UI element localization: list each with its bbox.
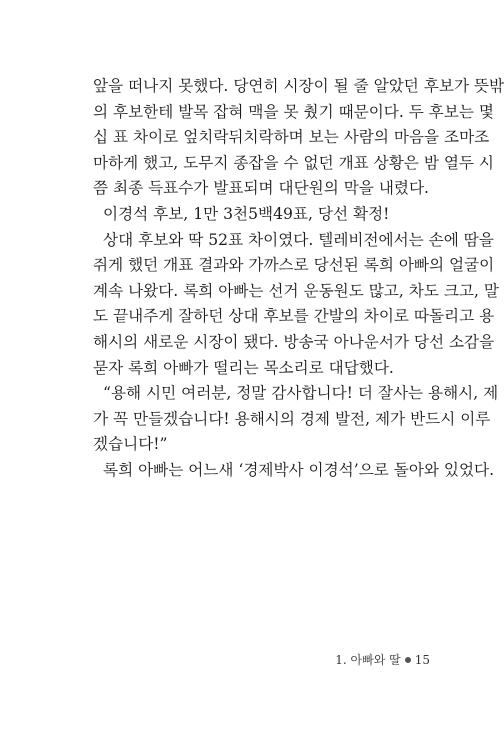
text-line: 묻자 록희 아빠가 떨리는 목소리로 대답했다. xyxy=(93,358,394,377)
text-line: 겠습니다!” xyxy=(93,435,168,454)
text-line: 상대 후보와 딱 52표 차이였다. 텔레비전에서는 손에 땀을 xyxy=(103,230,494,249)
text-line: 의 후보한테 발목 잡혀 맥을 못 췄기 때문이다. 두 후보는 몇 xyxy=(93,102,494,121)
separator-bullet-icon xyxy=(405,657,411,663)
text-line: 쯤 최종 득표수가 발표되며 대단원의 막을 내렸다. xyxy=(93,179,429,198)
text-line: 해시의 새로운 시장이 됐다. 방송국 아나운서가 당선 소감을 xyxy=(93,332,495,351)
chapter-title: 1. 아빠와 딸 xyxy=(335,653,401,667)
text-line: 십 표 차이로 엎치락뒤치락하며 보는 사람의 마음을 조마조 xyxy=(93,128,490,147)
body-text xyxy=(93,74,504,484)
text-line: 록희 아빠는 어느새 ‘경제박사 이경석’으로 돌아와 있었다. xyxy=(103,460,495,479)
text-line: 마하게 했고, 도무지 종잡을 수 없던 개표 상황은 밤 열두 시 xyxy=(93,153,494,172)
page-number: 15 xyxy=(414,653,430,667)
text-line: 이경석 후보, 1만 3천5백49표, 당선 확정! xyxy=(103,204,390,223)
text-line: 계속 나왔다. 록희 아빠는 선거 운동원도 많고, 차도 크고, 말 xyxy=(93,281,499,300)
page-footer xyxy=(335,652,430,668)
text-line: 도 끝내주게 잘하던 상대 후보를 간발의 차이로 따돌리고 용 xyxy=(93,307,495,326)
text-line: 가 꼭 만들겠습니다! 용해시의 경제 발전, 제가 반드시 이루 xyxy=(93,409,491,428)
text-line: “용해 시민 여러분, 정말 감사합니다! 더 잘사는 용해시, 제 xyxy=(103,384,499,403)
text-line: 쥐게 했던 개표 결과와 가까스로 당선된 록희 아빠의 얼굴이 xyxy=(93,256,495,275)
text-line: 앞을 떠나지 못했다. 당연히 시장이 될 줄 알았던 후보가 뜻밖 xyxy=(93,77,504,95)
